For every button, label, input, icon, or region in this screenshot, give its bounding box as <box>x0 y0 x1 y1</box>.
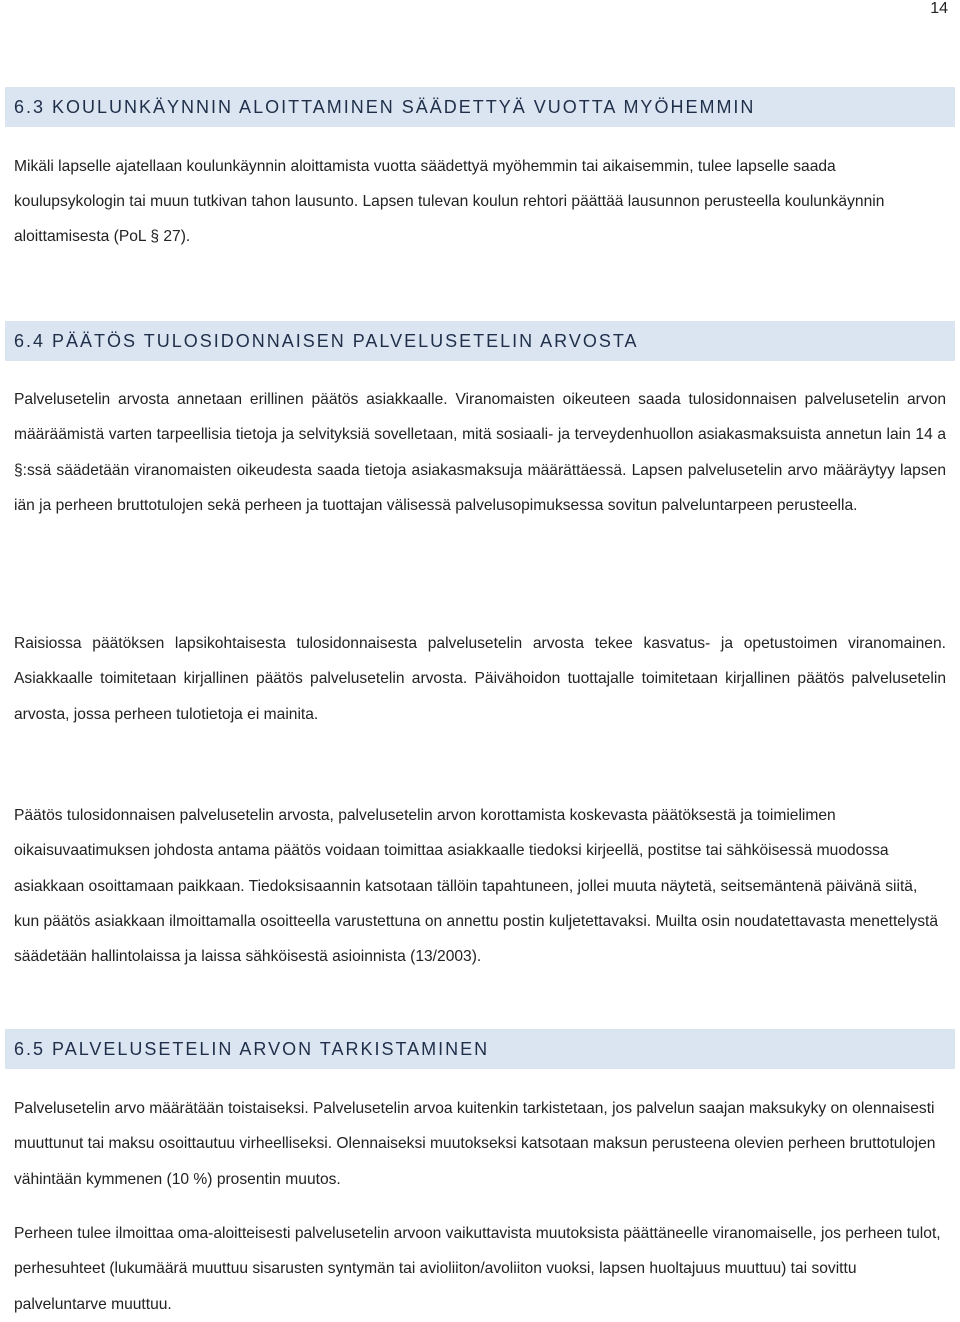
page-number: 14 <box>930 0 948 17</box>
paragraph-voucher-review: Palvelusetelin arvo määrätään toistaiseksi. Palvelusetelin arvoa kuitenkin tarkistetaan, jos palvelun saajan maksukyky on olennaisesti muuttunut tai maksu osoittautuu virheelliseksi. Olennaiseksi muutokseksi katsotaan maksun perusteena olevien perheen bruttotulojen vähintään kymmenen (10 %) prosentin muutos. <box>14 1100 936 1188</box>
paragraph-voucher-decision: Palvelusetelin arvosta annetaan erillinen päätös asiakkaalle. Viranomaisten oikeuteen saada tulosidonnaisen palvelusetelin arvon määräämistä varten tarpeellisia tietoja ja selvityksiä sovelletaan, mitä sosiaali- ja terveydenhuollon asiakasmaksuista annetun lain 14 a §:ssä säädetään viranomaisten oikeudesta saada tietoja asiakasmaksuja määrättäessä. Lapsen palvelusetelin arvo määräytyy lapsen iän ja perheen bruttotulojen sekä perheen ja tuottajan välisessä palvelusopimuksessa sovitun palveluntarpeen perusteella. <box>14 391 946 514</box>
paragraph-decision-delivery: Päätös tulosidonnaisen palvelusetelin arvosta, palvelusetelin arvon korottamista koskevasta päätöksestä ja toimielimen oikaisuvaatimuksen johdosta antama päätös voidaan toimittaa asiakkaalle tiedoksi kirjeellä, postitse tai sähköisessä muodossa asiakkaan osoittamaan paikkaan. Tiedoksisaannin katsotaan tällöin tapahtuneen, jollei muuta näytetä, seitsemäntenä päivänä siitä, kun päätös asiakkaan ilmoittamalla osoitteella varustettuna on annettu postin kuljetettavaksi. Muilta osin noudatettavasta menettelystä säädetään hallintolaissa ja laissa sähköisestä asioinnista (13/2003). <box>14 807 939 966</box>
section-heading-band-6-4 <box>5 321 955 361</box>
paragraph-school-start: Mikäli lapselle ajatellaan koulunkäynnin aloittamista vuotta säädettyä myöhemmin tai aikaisemmin, tulee lapselle saada koulupsykologin tai muun tutkivan tahon lausunto. Lapsen tulevan koulun rehtori päättää lausunnon perusteella koulunkäynnin aloittamisesta (PoL § 27). <box>14 158 885 245</box>
section-heading-6-5: 6.5 PALVELUSETELIN ARVON TARKISTAMINEN <box>14 1038 490 1059</box>
section-heading-6-4: 6.4 PÄÄTÖS TULOSIDONNAISEN PALVELUSETELIN ARVOSTA <box>14 330 639 351</box>
section-heading-band-6-5 <box>5 1029 955 1069</box>
paragraph-raisio-decision: Raisiossa päätöksen lapsikohtaisesta tulosidonnaisesta palvelusetelin arvosta tekee kasvatus- ja opetustoimen viranomainen. Asiakkaalle toimitetaan kirjallinen päätös palvelusetelin arvosta. Päivähoidon tuottajalle toimitetaan kirjallinen päätös palvelusetelin arvosta, jossa perheen tulotietoja ei mainita. <box>14 635 946 723</box>
section-heading-band-6-3 <box>5 87 955 127</box>
paragraph-family-notification: Perheen tulee ilmoittaa oma-aloitteisesti palvelusetelin arvoon vaikuttavista muutoksista päättäneelle viranomaiselle, jos perheen tulot, perhesuhteet (lukumäärä muuttuu sisarusten syntymän tai avioliiton/avoliiton vuoksi, lapsen huoltajuus muuttuu) tai sovittu palveluntarve muuttuu. <box>14 1225 941 1313</box>
section-heading-6-3: 6.3 KOULUNKÄYNNIN ALOITTAMINEN SÄÄDETTYÄ VUOTTA MYÖHEMMIN <box>14 96 756 117</box>
